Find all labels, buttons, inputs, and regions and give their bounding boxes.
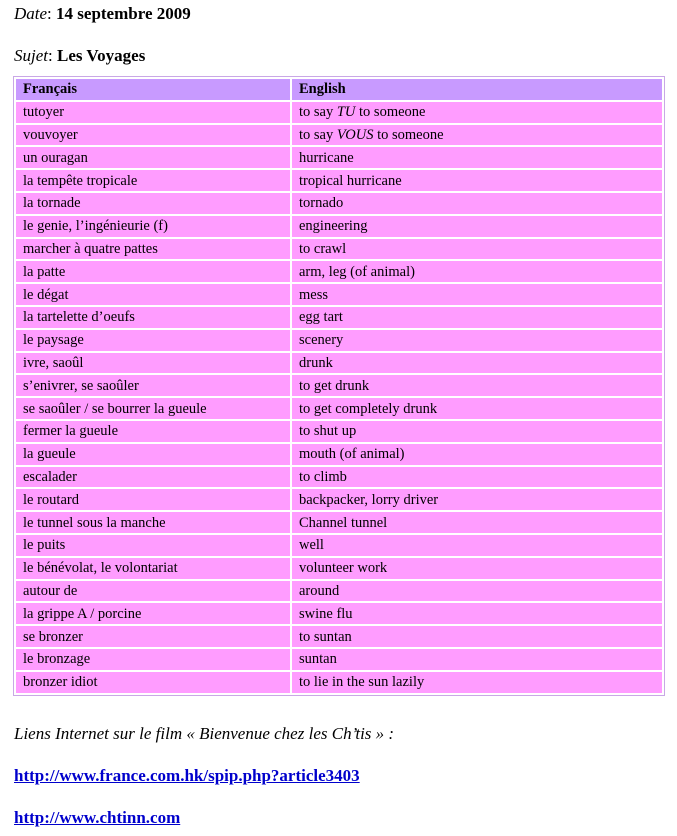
- cell-french: se bronzer: [16, 626, 290, 647]
- table-row: [16, 467, 662, 488]
- text-segment: swine flu: [299, 605, 353, 622]
- table-row: [16, 125, 662, 146]
- cell-french: la grippe A / porcine: [16, 603, 290, 624]
- table-row: [16, 216, 662, 237]
- date-line: [14, 4, 191, 24]
- table-row: [16, 444, 662, 465]
- table-row: [16, 239, 662, 260]
- text-segment: mess: [299, 286, 328, 303]
- text-segment: volunteer work: [299, 560, 388, 577]
- cell-english: [292, 125, 662, 146]
- cell-english: [292, 170, 662, 191]
- table-row: [16, 353, 662, 374]
- text-segment: to get completely drunk: [299, 400, 438, 417]
- table-row: [16, 489, 662, 510]
- cell-english: [292, 216, 662, 237]
- cell-french: s’enivrer, se saoûler: [16, 375, 290, 396]
- vocabulary-table: [13, 76, 665, 696]
- cell-french: le tunnel sous la manche: [16, 512, 290, 533]
- text-segment: mouth (of animal): [299, 446, 405, 463]
- text-segment: engineering: [299, 218, 368, 235]
- cell-english: [292, 147, 662, 168]
- cell-french: le dégat: [16, 284, 290, 305]
- cell-english: [292, 261, 662, 282]
- cell-english: [292, 489, 662, 510]
- table-row: [16, 193, 662, 214]
- text-segment: tropical hurricane: [299, 172, 402, 189]
- cell-french: la tartelette d’oeufs: [16, 307, 290, 328]
- table-row: [16, 535, 662, 556]
- date-label: Date: [14, 4, 48, 23]
- cell-french: la tornade: [16, 193, 290, 214]
- text-segment: scenery: [299, 332, 344, 349]
- cell-french: la tempête tropicale: [16, 170, 290, 191]
- table-row: [16, 170, 662, 191]
- text-segment: to climb: [299, 468, 347, 485]
- cell-english: [292, 307, 662, 328]
- emphasis-segment: VOUS: [336, 126, 374, 143]
- link-france-com-hk[interactable]: http://www.france.com.hk/spip.php?article3403: [14, 766, 360, 785]
- date-value: 14 septembre 2009: [56, 4, 191, 23]
- cell-english: [292, 353, 662, 374]
- cell-english: [292, 535, 662, 556]
- text-segment: arm, leg (of animal): [299, 263, 415, 280]
- text-segment: to someone: [355, 104, 426, 121]
- table-row: [16, 512, 662, 533]
- cell-english: [292, 193, 662, 214]
- cell-french: bronzer idiot: [16, 672, 290, 693]
- table-row: [16, 626, 662, 647]
- table-row: [16, 147, 662, 168]
- cell-french: le bronzage: [16, 649, 290, 670]
- table-row: [16, 558, 662, 579]
- cell-english: [292, 649, 662, 670]
- text-segment: to crawl: [299, 240, 347, 257]
- text-segment: drunk: [299, 354, 333, 371]
- subject-value: Les Voyages: [56, 46, 146, 65]
- table-row: [16, 284, 662, 305]
- table-row: [16, 581, 662, 602]
- cell-french: la patte: [16, 261, 290, 282]
- cell-french: marcher à quatre pattes: [16, 239, 290, 260]
- table-row: [16, 330, 662, 351]
- table-row: [16, 261, 662, 282]
- text-segment: egg tart: [299, 309, 343, 326]
- text-segment: to get drunk: [299, 377, 370, 394]
- table-row: [16, 375, 662, 396]
- text-segment: suntan: [299, 651, 337, 668]
- cell-english: [292, 603, 662, 624]
- column-header-english: English: [292, 79, 662, 100]
- cell-english: [292, 330, 662, 351]
- cell-english: [292, 444, 662, 465]
- cell-english: [292, 398, 662, 419]
- text-segment: well: [299, 537, 324, 554]
- cell-english: [292, 102, 662, 123]
- table-row: [16, 649, 662, 670]
- cell-english: [292, 284, 662, 305]
- cell-french: tutoyer: [16, 102, 290, 123]
- text-segment: to suntan: [299, 628, 352, 645]
- cell-french: fermer la gueule: [16, 421, 290, 442]
- table-row: [16, 672, 662, 693]
- subject-separator: :: [48, 46, 57, 65]
- emphasis-segment: TU: [336, 104, 356, 121]
- text-segment: backpacker, lorry driver: [299, 491, 439, 508]
- text-segment: tornado: [299, 195, 344, 212]
- table-row: [16, 603, 662, 624]
- links-heading: Liens Internet sur le film « Bienvenue chez les Ch’tis » :: [14, 724, 395, 743]
- cell-english: [292, 239, 662, 260]
- cell-french: le routard: [16, 489, 290, 510]
- link-chtinn[interactable]: http://www.chtinn.com: [14, 808, 181, 827]
- text-segment: around: [299, 582, 340, 599]
- cell-english: [292, 421, 662, 442]
- cell-english: [292, 626, 662, 647]
- table-body: [16, 102, 662, 693]
- cell-english: [292, 467, 662, 488]
- column-header-french: Français: [16, 79, 290, 100]
- text-segment: to say: [299, 126, 337, 143]
- cell-french: le paysage: [16, 330, 290, 351]
- table-row: [16, 421, 662, 442]
- cell-english: [292, 672, 662, 693]
- text-segment: to say: [299, 104, 337, 121]
- cell-french: autour de: [16, 581, 290, 602]
- cell-french: se saoûler / se bourrer la gueule: [16, 398, 290, 419]
- text-segment: to shut up: [299, 423, 357, 440]
- cell-english: [292, 375, 662, 396]
- table-row: [16, 398, 662, 419]
- cell-french: le bénévolat, le volontariat: [16, 558, 290, 579]
- cell-french: vouvoyer: [16, 125, 290, 146]
- table-header-row: [16, 79, 662, 100]
- cell-french: ivre, saoûl: [16, 353, 290, 374]
- cell-english: [292, 558, 662, 579]
- cell-english: [292, 512, 662, 533]
- date-separator: :: [47, 4, 57, 23]
- table-row: [16, 307, 662, 328]
- subject-line: [14, 46, 145, 66]
- cell-french: le genie, l’ingénieurie (f): [16, 216, 290, 237]
- table-row: [16, 102, 662, 123]
- text-segment: to someone: [373, 126, 444, 143]
- cell-french: la gueule: [16, 444, 290, 465]
- cell-french: escalader: [16, 467, 290, 488]
- subject-label: Sujet: [14, 46, 48, 65]
- cell-french: le puits: [16, 535, 290, 556]
- cell-english: [292, 581, 662, 602]
- text-segment: Channel tunnel: [299, 514, 388, 531]
- text-segment: to lie in the sun lazily: [299, 674, 425, 691]
- cell-french: un ouragan: [16, 147, 290, 168]
- text-segment: hurricane: [299, 149, 354, 166]
